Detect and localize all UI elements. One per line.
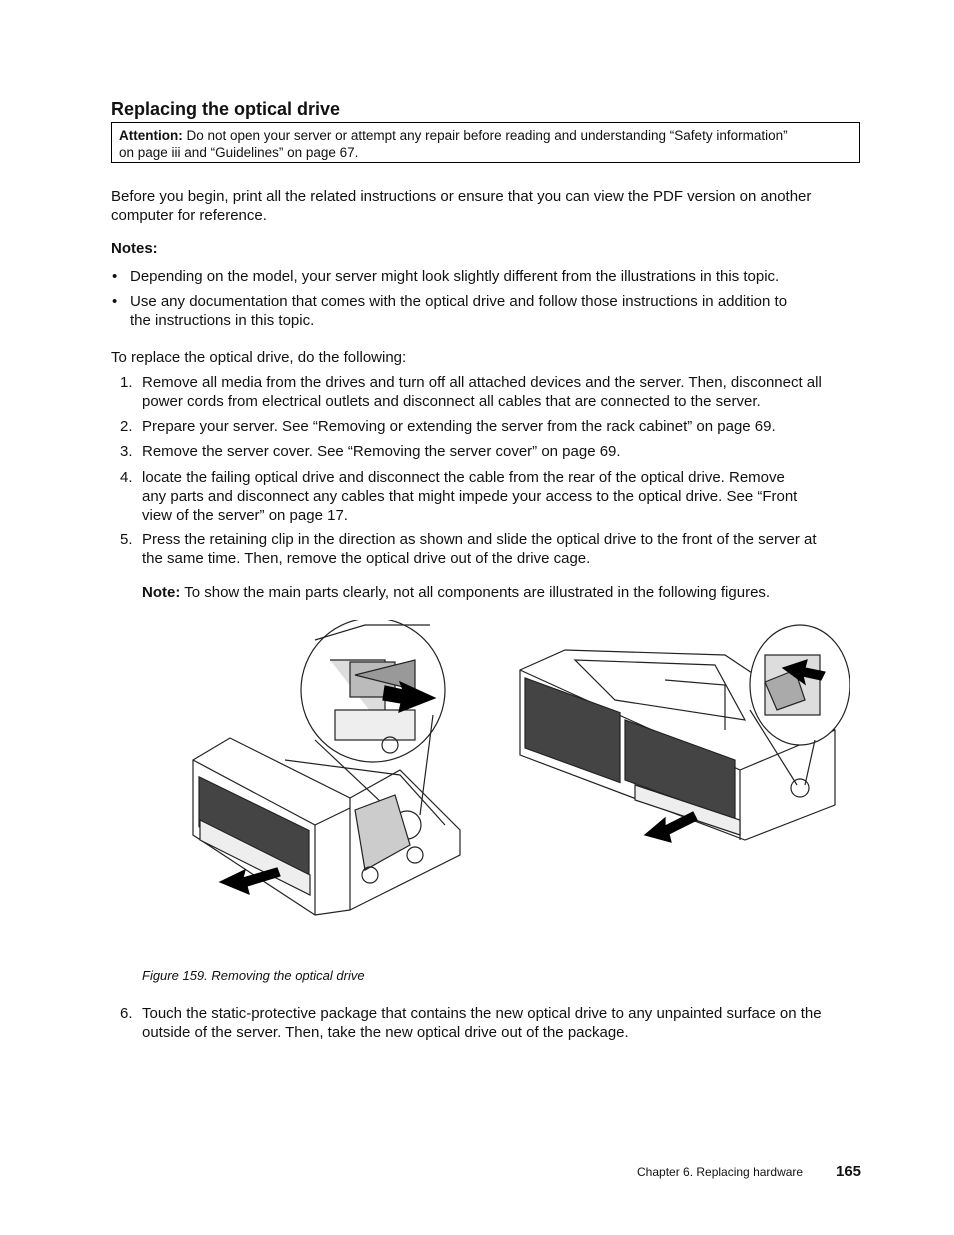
procedure-intro: To replace the optical drive, do the following: <box>111 349 407 366</box>
bullet: • <box>112 293 118 310</box>
step-line: the same time. Then, remove the optical drive out of the drive cage. <box>142 550 591 567</box>
step-line: outside of the server. Then, take the new optical drive out of the package. <box>142 1024 629 1041</box>
step-line: Remove the server cover. See “Removing the server cover” on page 69. <box>142 443 621 460</box>
intro-line-1: Before you begin, print all the related instructions or ensure that you can view the PDF version on another <box>111 188 812 205</box>
step-number: 4. <box>120 469 133 486</box>
notes-heading: Notes: <box>111 240 158 257</box>
step-number: 3. <box>120 443 133 460</box>
step5-note <box>142 583 770 602</box>
step-number: 2. <box>120 418 133 435</box>
attention-text-2: on page iii and “Guidelines” on page 67. <box>119 145 359 160</box>
attention-label: Attention: <box>119 128 183 143</box>
step-line: power cords from electrical outlets and disconnect all cables that are connected to the server. <box>142 393 761 410</box>
step-line: Press the retaining clip in the direction as shown and slide the optical drive to the front of the server at <box>142 531 817 548</box>
note-label: Note: <box>142 584 181 601</box>
section-title: Replacing the optical drive <box>111 99 341 119</box>
figure-right-server-illustration <box>515 620 850 850</box>
step-line: locate the failing optical drive and disconnect the cable from the rear of the optical drive. Remove <box>142 469 785 486</box>
figure-left-server-illustration <box>185 620 475 925</box>
step-line: Prepare your server. See “Removing or extending the server from the rack cabinet” on page 69. <box>142 418 776 435</box>
note-line-2: the instructions in this topic. <box>130 312 315 329</box>
step-line: Touch the static-protective package that contains the new optical drive to any unpainted surface on the <box>142 1005 822 1022</box>
note-line-1: Use any documentation that comes with the optical drive and follow those instructions in addition to <box>130 293 788 310</box>
step-number: 1. <box>120 374 133 391</box>
footer-chapter: Chapter 6. Replacing hardware <box>637 1165 804 1179</box>
step-line: Remove all media from the drives and turn off all attached devices and the server. Then, disconnect all <box>142 374 822 391</box>
step-line: view of the server” on page 17. <box>142 507 348 524</box>
note-line-1: Depending on the model, your server might look slightly different from the illustrations in this topic. <box>130 268 780 285</box>
bullet: • <box>112 268 118 285</box>
attention-box <box>111 122 860 163</box>
step-number: 5. <box>120 531 133 548</box>
figure-caption: Figure 159. Removing the optical drive <box>142 968 365 983</box>
step-line: any parts and disconnect any cables that might impede your access to the optical drive. See “Front <box>142 488 798 505</box>
attention-text-1: Do not open your server or attempt any repair before reading and understanding “Safety information” <box>186 128 788 143</box>
intro-line-2: computer for reference. <box>111 207 267 224</box>
page-number: 165 <box>836 1163 862 1180</box>
step-number: 6. <box>120 1005 133 1022</box>
note-text: To show the main parts clearly, not all components are illustrated in the following figures. <box>184 584 771 601</box>
